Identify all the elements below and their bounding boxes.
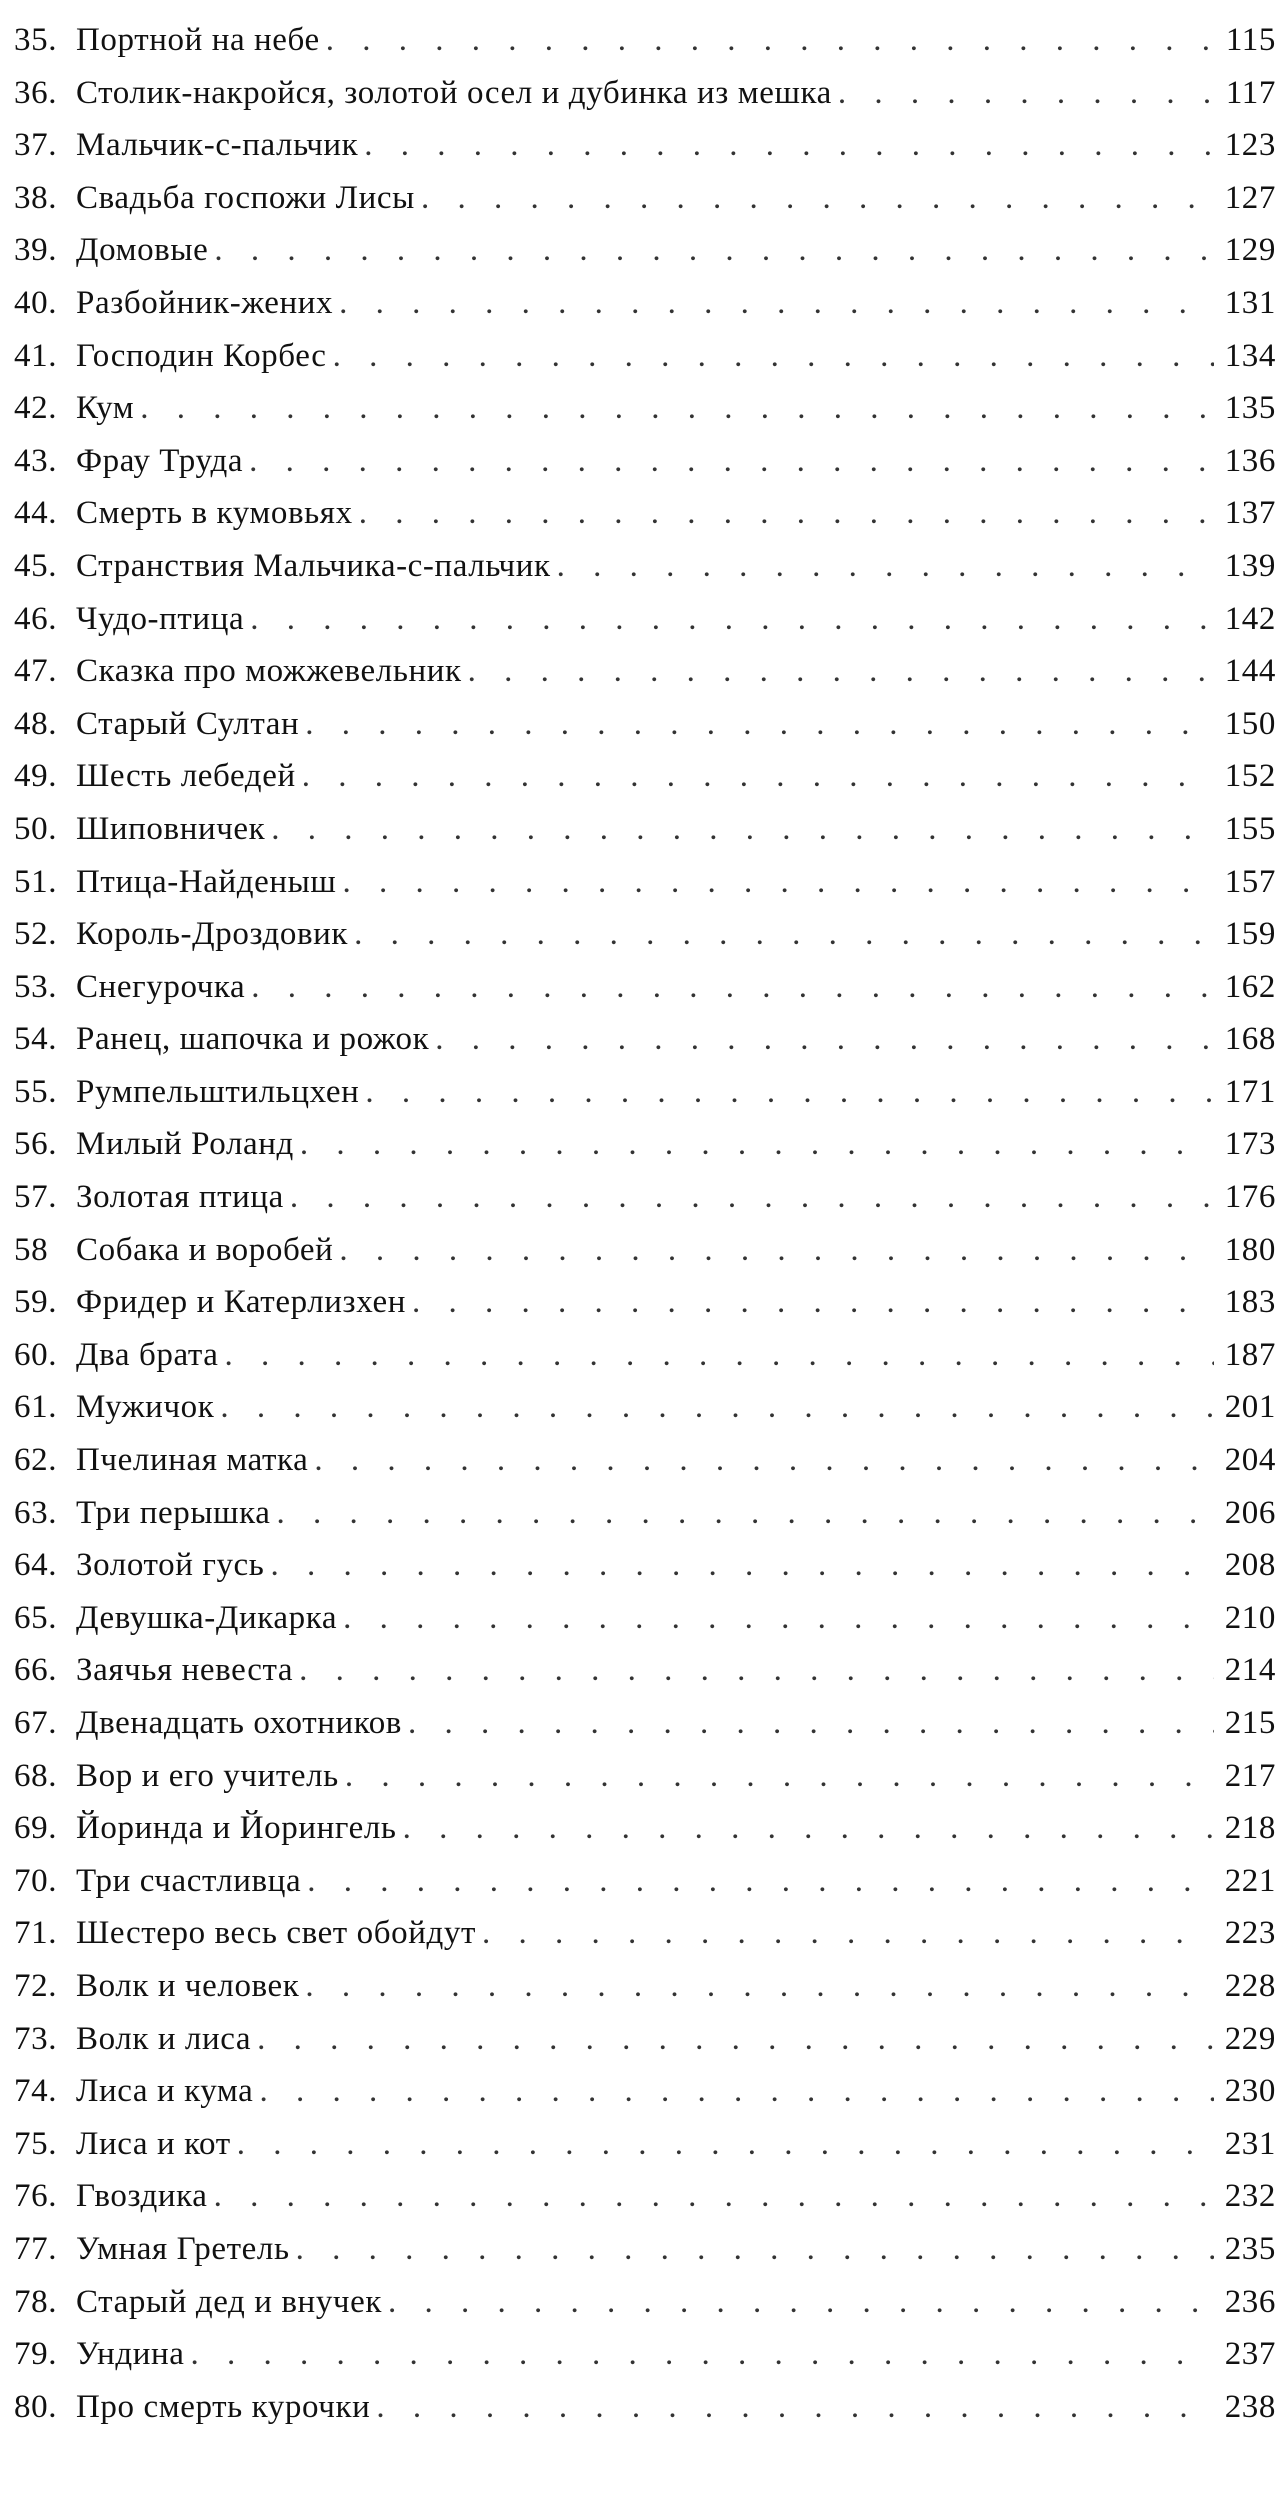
entry-title: Собака и воробей bbox=[76, 1231, 334, 1268]
toc-entry bbox=[14, 750, 1276, 803]
toc-entry bbox=[14, 1697, 1276, 1750]
entry-number: 43. bbox=[14, 442, 58, 479]
entry-title: Волк и лиса bbox=[76, 2020, 252, 2057]
entry-title: Три счастливца bbox=[76, 1862, 302, 1899]
entry-page-number: 115 bbox=[1225, 22, 1276, 58]
entry-page-number: 214 bbox=[1224, 1652, 1276, 1689]
entry-page-number: 131 bbox=[1224, 284, 1276, 321]
entry-number: 59. bbox=[14, 1284, 58, 1321]
dot-leader bbox=[296, 2223, 1214, 2276]
entry-page-number: 155 bbox=[1224, 810, 1276, 847]
entry-page-number: 215 bbox=[1224, 1705, 1276, 1741]
entry-page-number: 150 bbox=[1224, 705, 1276, 742]
dot-leader bbox=[354, 908, 1214, 961]
dot-leader bbox=[271, 803, 1214, 856]
entry-number: 56. bbox=[14, 1126, 58, 1163]
entry-number: 48. bbox=[14, 705, 58, 742]
entry-number: 40. bbox=[14, 284, 58, 321]
entry-title: Йоринда и Йорингель bbox=[76, 1810, 397, 1847]
entry-page-number: 218 bbox=[1224, 1810, 1276, 1847]
toc-entry bbox=[14, 540, 1276, 593]
toc-entry bbox=[14, 2223, 1276, 2276]
entry-page-number: 159 bbox=[1224, 916, 1276, 953]
entry-title: Портной на небе bbox=[76, 22, 320, 58]
entry-number: 64. bbox=[14, 1547, 58, 1584]
entry-title: Про смерть курочки bbox=[76, 2388, 371, 2425]
entry-page-number: 152 bbox=[1224, 758, 1276, 795]
toc-entry bbox=[14, 1329, 1276, 1382]
dot-leader bbox=[412, 1276, 1214, 1329]
toc-entry bbox=[14, 1644, 1276, 1697]
entry-page-number: 230 bbox=[1224, 2073, 1276, 2110]
entry-number: 70. bbox=[14, 1862, 58, 1899]
entry-title: Заячья невеста bbox=[76, 1652, 294, 1689]
entry-title: Король-Дроздовик bbox=[76, 916, 349, 953]
entry-title: Умная Гретель bbox=[76, 2230, 290, 2267]
dot-leader bbox=[326, 14, 1214, 67]
entry-page-number: 180 bbox=[1224, 1231, 1276, 1268]
toc-entry bbox=[14, 1907, 1276, 1960]
entry-title: Шиповничек bbox=[76, 810, 266, 847]
entry-page-number: 206 bbox=[1224, 1494, 1276, 1531]
entry-number: 55. bbox=[14, 1073, 58, 1110]
entry-title: Волк и человек bbox=[76, 1967, 300, 2004]
entry-page-number: 183 bbox=[1224, 1284, 1276, 1321]
entry-title: Лиса и кума bbox=[76, 2073, 254, 2110]
dot-leader bbox=[314, 1434, 1214, 1487]
toc-entry bbox=[14, 435, 1276, 488]
toc-entry bbox=[14, 14, 1276, 67]
toc-entry bbox=[14, 1487, 1276, 1540]
entry-title: Смерть в кумовьях bbox=[76, 495, 353, 532]
entry-number: 53. bbox=[14, 968, 58, 1005]
entry-number: 51. bbox=[14, 863, 58, 900]
entry-number: 68. bbox=[14, 1757, 58, 1794]
toc-entry bbox=[14, 803, 1276, 856]
entry-page-number: 134 bbox=[1224, 337, 1276, 374]
entry-number: 74. bbox=[14, 2073, 58, 2110]
entry-number: 62. bbox=[14, 1442, 58, 1479]
entry-title: Странствия Мальчика-с-пальчик bbox=[76, 547, 551, 584]
entry-page-number: 235 bbox=[1224, 2230, 1276, 2267]
entry-page-number: 228 bbox=[1224, 1967, 1276, 2004]
entry-page-number: 137 bbox=[1224, 495, 1276, 532]
toc-entry bbox=[14, 2013, 1276, 2066]
entry-title: Ранец, шапочка и рожок bbox=[76, 1021, 430, 1058]
toc-entry bbox=[14, 224, 1276, 277]
entry-title: Золотой гусь bbox=[76, 1547, 265, 1584]
entry-title: Старый Султан bbox=[76, 705, 300, 742]
toc-entry bbox=[14, 856, 1276, 909]
entry-title: Лиса и кот bbox=[76, 2125, 231, 2162]
entry-page-number: 223 bbox=[1224, 1915, 1276, 1952]
entry-number: 60. bbox=[14, 1336, 58, 1373]
dot-leader bbox=[299, 1644, 1214, 1697]
entry-number: 80. bbox=[14, 2388, 58, 2425]
entry-number: 65. bbox=[14, 1599, 58, 1636]
entry-title: Три перышка bbox=[76, 1494, 271, 1531]
entry-number: 44. bbox=[14, 495, 58, 532]
toc-entry bbox=[14, 1224, 1276, 1277]
entry-page-number: 208 bbox=[1224, 1547, 1276, 1584]
dot-leader bbox=[388, 2276, 1214, 2329]
toc-entry bbox=[14, 2118, 1276, 2171]
entry-title: Разбойник-жених bbox=[76, 284, 334, 321]
entry-number: 46. bbox=[14, 600, 58, 637]
toc-entry bbox=[14, 1171, 1276, 1224]
toc-entry bbox=[14, 1434, 1276, 1487]
entry-number: 57. bbox=[14, 1179, 58, 1216]
toc-entry bbox=[14, 277, 1276, 330]
entry-title: Снегурочка bbox=[76, 968, 246, 1005]
entry-title: Домовые bbox=[76, 232, 209, 269]
entry-number: 75. bbox=[14, 2125, 58, 2162]
entry-title: Два брата bbox=[76, 1336, 219, 1373]
entry-page-number: 201 bbox=[1224, 1389, 1276, 1426]
entry-page-number: 168 bbox=[1224, 1021, 1276, 1058]
entry-number: 45. bbox=[14, 547, 58, 584]
toc-entry bbox=[14, 1066, 1276, 1119]
entry-title: Двенадцать охотников bbox=[76, 1705, 402, 1741]
dot-leader bbox=[339, 1224, 1214, 1277]
entry-page-number: 217 bbox=[1224, 1757, 1276, 1794]
entry-number: 38. bbox=[14, 179, 58, 216]
entry-number: 50. bbox=[14, 810, 58, 847]
entry-number: 35. bbox=[14, 22, 58, 58]
toc-entry bbox=[14, 645, 1276, 698]
entry-title: Мужичок bbox=[76, 1389, 215, 1426]
entry-page-number: 123 bbox=[1224, 127, 1276, 164]
entry-title: Господин Корбес bbox=[76, 337, 327, 374]
toc-entry bbox=[14, 2276, 1276, 2329]
toc-entry bbox=[14, 961, 1276, 1014]
dot-leader bbox=[214, 2170, 1214, 2223]
dot-leader bbox=[435, 1013, 1214, 1066]
toc-entry bbox=[14, 382, 1276, 435]
dot-leader bbox=[333, 330, 1214, 383]
entry-number: 36. bbox=[14, 74, 58, 111]
dot-leader bbox=[302, 750, 1214, 803]
entry-page-number: 229 bbox=[1224, 2020, 1276, 2057]
dot-leader bbox=[838, 67, 1214, 120]
entry-number: 52. bbox=[14, 916, 58, 953]
toc-entry bbox=[14, 2170, 1276, 2223]
dot-leader bbox=[403, 1802, 1214, 1855]
entry-title: Столик-накройся, золотой осел и дубинка из мешка bbox=[76, 74, 832, 111]
entry-page-number: 237 bbox=[1224, 2336, 1276, 2373]
dot-leader bbox=[249, 435, 1214, 488]
entry-title: Пчелиная матка bbox=[76, 1442, 309, 1479]
entry-page-number: 236 bbox=[1224, 2283, 1276, 2320]
entry-title: Милый Роланд bbox=[76, 1126, 294, 1163]
dot-leader bbox=[251, 961, 1214, 1014]
toc-entry bbox=[14, 172, 1276, 225]
toc-list bbox=[14, 14, 1276, 2433]
entry-page-number: 176 bbox=[1224, 1179, 1276, 1216]
dot-leader bbox=[259, 2065, 1214, 2118]
dot-leader bbox=[225, 1329, 1214, 1382]
toc-entry bbox=[14, 1381, 1276, 1434]
toc-entry bbox=[14, 487, 1276, 540]
entry-number: 42. bbox=[14, 390, 58, 427]
dot-leader bbox=[421, 172, 1214, 225]
entry-number: 37. bbox=[14, 127, 58, 164]
entry-page-number: 139 bbox=[1224, 547, 1276, 584]
entry-number: 73. bbox=[14, 2020, 58, 2057]
entry-number: 58 bbox=[14, 1231, 49, 1268]
entry-title: Птица-Найденыш bbox=[76, 863, 337, 900]
dot-leader bbox=[364, 119, 1214, 172]
dot-leader bbox=[359, 487, 1214, 540]
entry-number: 67. bbox=[14, 1705, 58, 1741]
entry-number: 76. bbox=[14, 2178, 58, 2215]
entry-number: 78. bbox=[14, 2283, 58, 2320]
dot-leader bbox=[343, 1592, 1214, 1645]
entry-page-number: 117 bbox=[1225, 74, 1276, 111]
toc-entry bbox=[14, 330, 1276, 383]
entry-title: Старый дед и внучек bbox=[76, 2283, 382, 2320]
toc-entry bbox=[14, 1013, 1276, 1066]
entry-number: 71. bbox=[14, 1915, 58, 1952]
entry-page-number: 231 bbox=[1224, 2125, 1276, 2162]
dot-leader bbox=[339, 277, 1214, 330]
entry-number: 47. bbox=[14, 653, 58, 690]
dot-leader bbox=[290, 1171, 1214, 1224]
entry-number: 63. bbox=[14, 1494, 58, 1531]
entry-title: Фрау Труда bbox=[76, 442, 244, 479]
dot-leader bbox=[376, 2381, 1214, 2434]
entry-page-number: 232 bbox=[1224, 2178, 1276, 2215]
entry-title: Девушка-Дикарка bbox=[76, 1599, 338, 1636]
dot-leader bbox=[270, 1539, 1214, 1592]
entry-title: Вор и его учитель bbox=[76, 1757, 339, 1794]
toc-entry bbox=[14, 698, 1276, 751]
entry-number: 54. bbox=[14, 1021, 58, 1058]
entry-page-number: 238 bbox=[1224, 2388, 1276, 2425]
entry-page-number: 142 bbox=[1224, 600, 1276, 637]
entry-number: 66. bbox=[14, 1652, 58, 1689]
dot-leader bbox=[365, 1066, 1214, 1119]
dot-leader bbox=[250, 593, 1214, 646]
entry-page-number: 171 bbox=[1224, 1073, 1276, 1110]
entry-title: Сказка про можжевельник bbox=[76, 653, 462, 690]
entry-page-number: 136 bbox=[1224, 442, 1276, 479]
dot-leader bbox=[482, 1907, 1214, 1960]
entry-title: Чудо-птица bbox=[76, 600, 245, 637]
entry-page-number: 187 bbox=[1224, 1336, 1276, 1373]
entry-title: Ундина bbox=[76, 2336, 185, 2373]
entry-page-number: 221 bbox=[1224, 1862, 1276, 1899]
toc-entry bbox=[14, 1960, 1276, 2013]
entry-number: 69. bbox=[14, 1810, 58, 1847]
toc-entry bbox=[14, 1855, 1276, 1908]
entry-page-number: 157 bbox=[1224, 863, 1276, 900]
dot-leader bbox=[305, 1960, 1214, 2013]
entry-page-number: 127 bbox=[1224, 179, 1276, 216]
entry-number: 77. bbox=[14, 2230, 58, 2267]
toc-entry bbox=[14, 593, 1276, 646]
entry-number: 61. bbox=[14, 1389, 58, 1426]
toc-entry bbox=[14, 1539, 1276, 1592]
dot-leader bbox=[307, 1855, 1214, 1908]
entry-title: Мальчик-с-пальчик bbox=[76, 127, 359, 164]
entry-number: 41. bbox=[14, 337, 58, 374]
dot-leader bbox=[557, 540, 1214, 593]
entry-page-number: 204 bbox=[1224, 1442, 1276, 1479]
entry-title: Румпельштильцхен bbox=[76, 1073, 360, 1110]
toc-entry bbox=[14, 67, 1276, 120]
dot-leader bbox=[408, 1697, 1214, 1750]
toc-entry bbox=[14, 2381, 1276, 2434]
entry-number: 39. bbox=[14, 232, 58, 269]
toc-entry bbox=[14, 908, 1276, 961]
dot-leader bbox=[276, 1487, 1214, 1540]
toc-entry bbox=[14, 1750, 1276, 1803]
toc-entry bbox=[14, 2065, 1276, 2118]
entry-page-number: 173 bbox=[1224, 1126, 1276, 1163]
dot-leader bbox=[468, 645, 1214, 698]
toc-entry bbox=[14, 119, 1276, 172]
toc-entry bbox=[14, 1276, 1276, 1329]
dot-leader bbox=[140, 382, 1214, 435]
entry-page-number: 210 bbox=[1224, 1599, 1276, 1636]
dot-leader bbox=[305, 698, 1214, 751]
dot-leader bbox=[237, 2118, 1214, 2171]
entry-title: Шесть лебедей bbox=[76, 758, 296, 795]
dot-leader bbox=[257, 2013, 1214, 2066]
dot-leader bbox=[190, 2328, 1214, 2381]
dot-leader bbox=[220, 1381, 1214, 1434]
toc-entry bbox=[14, 1592, 1276, 1645]
dot-leader bbox=[300, 1118, 1214, 1171]
entry-page-number: 144 bbox=[1224, 653, 1276, 690]
dot-leader bbox=[345, 1750, 1214, 1803]
dot-leader bbox=[342, 856, 1214, 909]
entry-title: Свадьба госпожи Лисы bbox=[76, 179, 415, 216]
dot-leader bbox=[214, 224, 1214, 277]
entry-number: 72. bbox=[14, 1967, 58, 2004]
toc-entry bbox=[14, 1118, 1276, 1171]
toc-entry bbox=[14, 2328, 1276, 2381]
entry-title: Золотая птица bbox=[76, 1179, 284, 1216]
entry-title: Гвоздика bbox=[76, 2178, 208, 2215]
entry-number: 79. bbox=[14, 2336, 58, 2373]
entry-title: Фридер и Катерлизхен bbox=[76, 1284, 406, 1321]
entry-title: Кум bbox=[76, 390, 135, 427]
toc-entry bbox=[14, 1802, 1276, 1855]
entry-title: Шестеро весь свет обойдут bbox=[76, 1915, 477, 1952]
entry-number: 49. bbox=[14, 758, 58, 795]
entry-page-number: 129 bbox=[1224, 232, 1276, 269]
entry-page-number: 162 bbox=[1224, 968, 1276, 1005]
entry-page-number: 135 bbox=[1224, 390, 1276, 427]
